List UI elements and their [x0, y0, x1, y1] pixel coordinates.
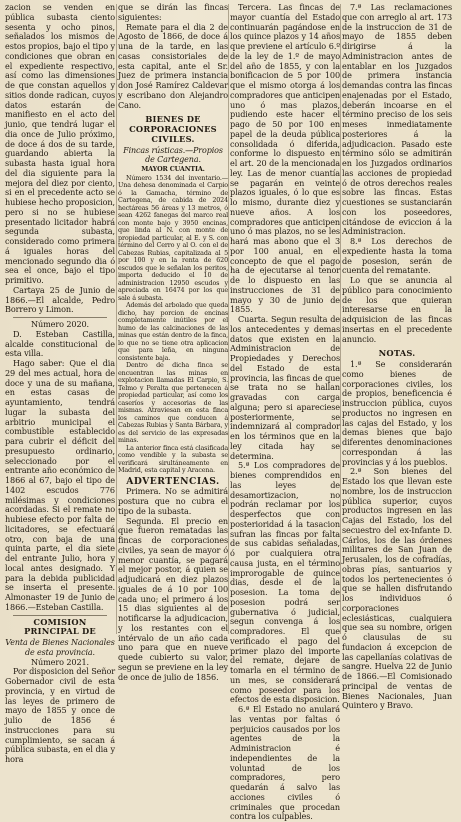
- separator: [13, 615, 107, 616]
- fuel-auction-notice: Hago saber: Que el dia 29 del mes actual, hora de doce y una de su mañana, en estas casas de ayuntamiento, tendrá lugar la subasta del arbitrio municipal el combustible establecido para cubrir el déficit del presupuesto ordinario, seleccionado por el entrante año económico de 1866 al 67, bajo el tipo de 1402 escudos 776 milésimas y condiciones acordadas. Si el remate no hubiese efecto por falta de licitadores, se efectuará otro, con baja de una quinta parte, el dia siete del entrante Julio, hora y local antes designado. Y para la debida publicidad se inserta el presente. Almonaster 19 de Junio de 1866.—Esteban Castilla.: [5, 358, 115, 612]
- category-heading: MAYOR CUANTIA.: [141, 165, 205, 173]
- public-notice: Lo que se anuncia al público para conocimiento de los que quieran interesarse en la adquisicion de las fincas insertas en el precedente anuncio.: [342, 275, 452, 344]
- column-rule: [228, 4, 229, 634]
- mayor-intro: D. Esteban Castilla, alcalde constitucional de esta villa.: [5, 328, 115, 359]
- warning-5: 5.ª Los compradores de bienes comprendidos en las leyes de desamortizacion, no podrán reclamar por los desperfectos que con posterioridad á la tasacion sufran las fincas por falta de sus cabidas señaladas, ó por cualquiera otra causa justa, en el término improrogable de quince dias, desde el de la posesion. La toma de posesion podrá ser gubernativa ó judicial, segun convenga á los compradores. El que verificado el pago del primer plazo del importe del remate, dejare de tomarla en el término de un mes, se considerará como poseedor para los efectos de esta disposicion.: [230, 460, 340, 705]
- auction-date: Remate para el dia 2 de Agosto de 1866, de doce á una de la tarde, en las casas consistoriales de esta capital, ante el Sr. Juez de primera instancia don José Ramírez Caldevar y escribano don Alejandro Cano.: [118, 21, 228, 110]
- commission-intro: Por disposicion del Señor Gobernador civil de esta provincia, y en virtud de las leyes de primero de mayo de 1855 y once de julio de 1856 é instrucciones para su cumplimiento, se sacan á pública subasta, en el dia y hora: [5, 666, 115, 764]
- warning-1: Primera. No se admitirá postura que no cubra el tipo de la subasta.: [118, 486, 228, 516]
- column-3: [230, 2, 340, 822]
- pine-auction-signature: Cartaya 25 de Junio de 1866.—El alcalde, Pedro Borrero y Limon.: [5, 284, 115, 315]
- warning-8: 8.ª Los derechos de expediente hasta la toma de posesion, serán de cuenta del rematante.: [342, 236, 452, 276]
- note-2: 2.ª Son bienes del Estado los que llevan este nombre, los de instruccion pública superior, cuyos productos ingresen en las Cajas del Estado, los del secuestro del ex-Infante D. Cárlos, los de las órdenes militares de San Juan de Jerusalen, los de cofradías, obras pías, santuarios y todos los pertenecientes ó que se hallen disfrutando los individuos ó corporaciones eclesiásticas, cualquiera que sea su nombre, origen ó clausulas de su fundacion á excepcion de las capellanías colativas de sangre. Huelva 22 de Junio de 1866.—El Comisionado principal de ventas de Bienes Nacionales, Juan Quintero y Bravo.: [342, 466, 452, 711]
- notice-number: Número 2021.: [30, 656, 90, 667]
- property-description: Número 1534 del inventario.—Una dehesa denominada el Carpio ó la Gamacha, término de Cartegena, de cabida de 2024 hectáreas 56 áreas y 13 metros, ó sean 4262 fanegas del marco real con monte bajo y 3950 encinas, que linda al N. con monte de propiedad particular, al E. y S. con término del Cerro y al O. con el de Cabezas Rubias, capitalizada al 5 por 100 y en la renta de 620 escudos que le señalan los peritos, importa deducido el 10 de administracion 12950 escudos y apreciada en 16474 por los que sale á subasta.: [118, 173, 228, 302]
- warning-2: Segunda. El precio en que fueron rematadas las fincas de corporaciones civiles, ya sean de mayor ó menor cuantía, se pagará el mejor postor, á quien se adjudicará en diez plazos iguales de á 10 por 100 cada uno; el primero á los 15 dias siguientes al de notificarse la adjudicacion, y los restantes con el intérvalo de un año cada uno para que en nueve quede cubierto su valor, segun se previene en la ley de once de julio de 1856.: [118, 515, 228, 682]
- property-trees: Además del arbolado que queda dicho, hay porcion de encinas completamente inútiles por el humo de las calcinaciones de las minas que están dentro de la finca, lo que no se tiene otra aplicacion que para leña, en ninguna consistente baja.: [118, 301, 228, 362]
- property-mines: Dentro de dicha finca se encuentran las minas en explotacion llamadas El Carpio, S. Telmo y Peralta que pertenecen á propiedad particular, así como los caseríos y accesorias de las mismas. Atraviesan en esta finca los caminos que conducen á Cabezas Rubias y Santa Bárbara, y es del servicio de las expresadas minas.: [118, 361, 228, 444]
- section-heading: BIENES DE CORPORACIONES CIVILES.: [129, 114, 217, 144]
- column-4: [342, 2, 452, 711]
- column-rule: [116, 4, 117, 634]
- column-1: [5, 2, 115, 764]
- warning-7: 7.ª Las reclamaciones que con arreglo al art. 173 de la instruccion de 31 de mayo de 1855 deben dirigirse á la Administracion antes de entablar en los Juzgados de primera instancia demandas contra las fincas enajenadas por el Estado, deberán incoarse en el término preciso de los seis meses inmediatamente posteriores á la adjudicacion. Pasado este término sólo se admitirán en los Juzgados ordinarios las acciones de propiedad ó de otros derechos reales sobre las fincas. Estas cuestiones se sustanciarán con los poseedores, citándose de eviccion á la Administracion.: [342, 2, 452, 237]
- section-subheading: Fincas rústicas.—Propios de Cartegena.: [123, 145, 223, 165]
- warning-6: 6.ª El Estado no anulará las ventas por faltas ó perjuicios causados por los agentes de la Administracion é independientes de la voluntad de los compradores, pero quedarán á salvo las acciones civiles ó criminales que procedan contra los culpables.: [230, 704, 340, 822]
- column-2: [118, 2, 228, 682]
- warning-3: Tercera. Las fincas de mayor cuantía del Estado continuarán pagándose en los quince plazos y 14 años que previene el artículo 6.º de la ley de 1.º de mayo del año de 1855, y con la bonificacion de 5 por 100 que el mismo otorga á los compradores que anticipen uno ó mas plazos, pudiendo este hacer el pago de 50 por 100 en papel de la deuda pública consolidada ó diferida, conforme lo dispuesto en el art. 20 de la mencionada ley. Las de menor cuantía se pagarán en veinte plazos iguales, ó lo que es lo mismo, durante diez y nueve años. A los compradores que anticipen uno ó mas plazos, no se les hará mas abono que el 3 por 100 anual, en el concepto de que el pago ha de ejecutarse al tenor de lo dispuesto en las instrucciones de 31 de mayo y 30 de junio de 1855.: [230, 2, 340, 315]
- notes-heading: NOTAS.: [378, 348, 416, 359]
- separator: [13, 317, 107, 318]
- note-1: 1.ª Se considerarán como bienes de corporaciones civiles, los de propios, beneficencia é instruccion pública, cuyos productos no ingresen en las cajas del Estado, y los demas bienes que bajo diferentes denominaciones correspondan á las provincias y á los pueblos.: [342, 359, 452, 467]
- warnings-heading: ADVERTENCIAS.: [126, 475, 220, 487]
- notice-number: Número 2020.: [30, 319, 90, 329]
- property-classification: La anterior finca está clasificada como vendible y la subasta se verificará sirultáneamente en Madrid, esta capital y Aracena.: [118, 443, 228, 474]
- commission-subheading: Venta de Bienes Nacionales de esta provincia.: [5, 638, 115, 657]
- commission-heading: COMISION PRINCIPAL DE: [24, 616, 96, 637]
- column-rule: [340, 4, 341, 634]
- pine-auction-notice: zacion se venden en pública subasta ciento sesenta y ocho pinos, señalados los mismos de estos propios, bajo el tipo y condiciones que obran en el expediente respectivo, así como las dimensiones de que constan aquellos y sitios donde radican, cuyos datos estarán de manifiesto en el acto del junio, que tendrá lugar el dia once de Julio próximo, de doce á dos de su tarde, guardando abierta la subasta hasta igual hora del dia siguiente para la mejora del diez por ciento, si en el precedente acto se hubiese hecho proposicion, pero si no se hubiese presentado licitador habrá segunda subasta, considerado como primera á iguales horas del mencionado segundo dia ó sea el once, bajo el tipo primitivo.: [5, 2, 115, 285]
- commission-intro-cont: que se dirán las fincas siguientes:: [118, 2, 228, 22]
- warning-4: Cuarta. Segun resulta de los antecedentes y demas datos que existen en la Administracion de Propiedades y Derechos del Estado de esta provincia, las fincas de que se trata no se hallan gravadas con carga alguna; pero si apareciese posteriormente, se indemnizará al comprador en los términos que en la ley citada hay se determina.: [230, 314, 340, 461]
